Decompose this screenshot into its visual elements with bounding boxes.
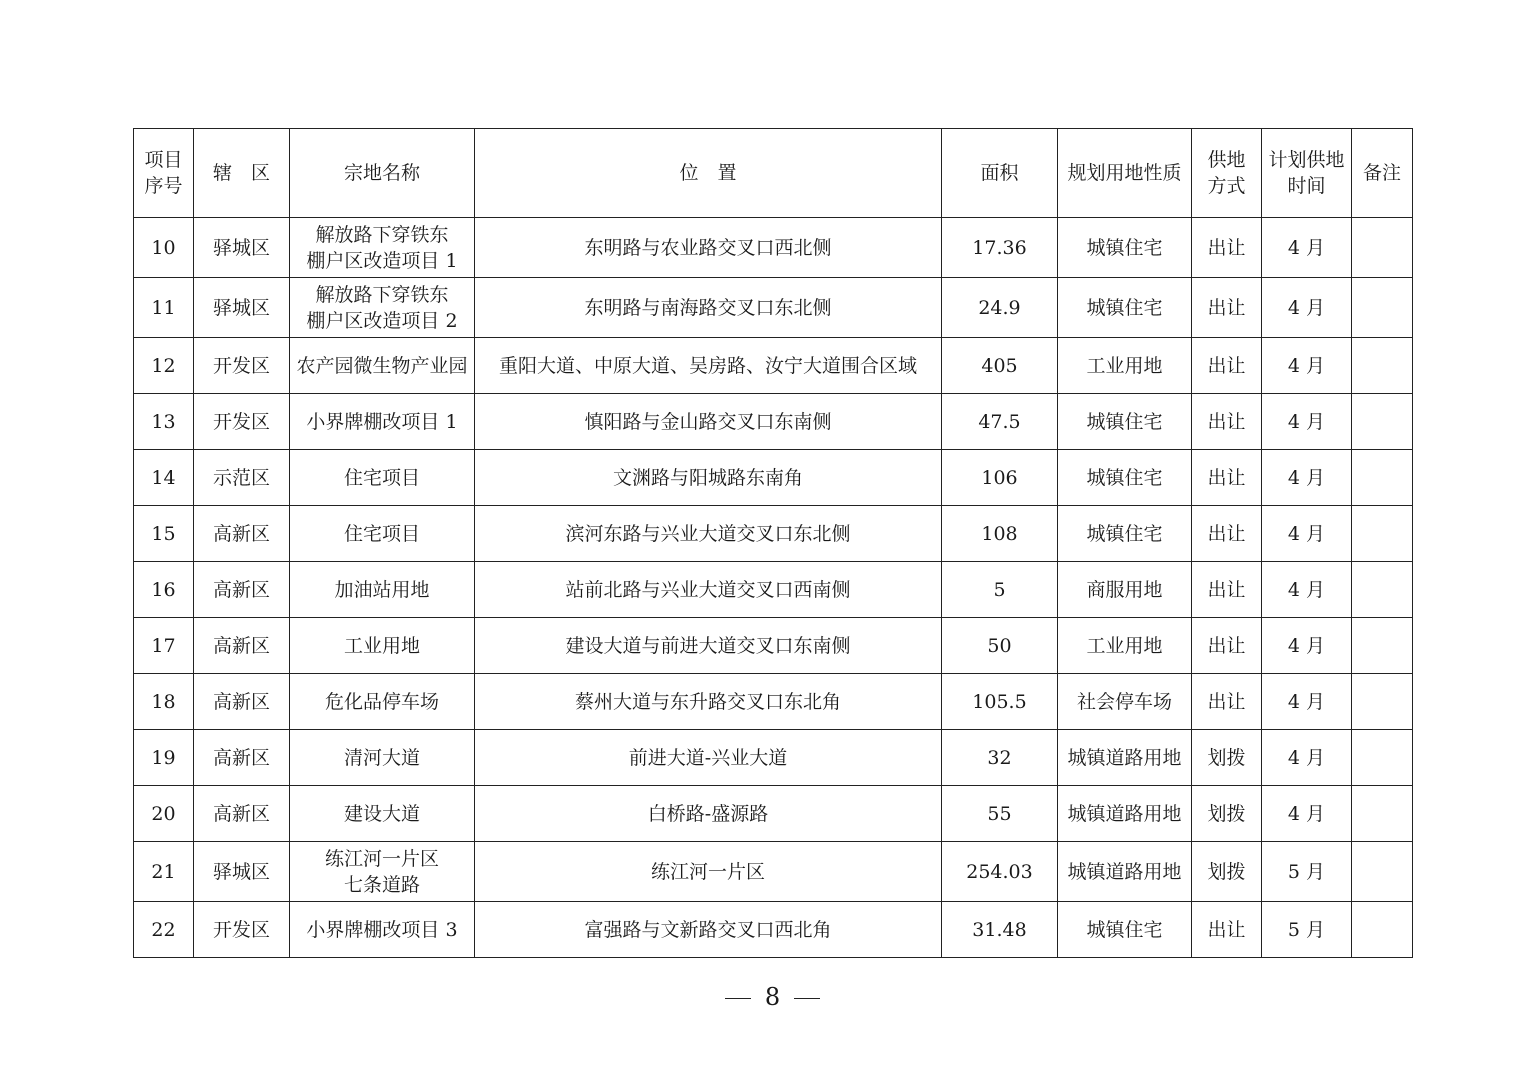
page-number: 8	[764, 983, 781, 1011]
cell-parcel-name	[290, 786, 475, 842]
cell-supply-method: 划拨	[1192, 842, 1262, 902]
parcel-name-line: 农产园微生物产业园	[296, 354, 468, 377]
cell-planned-time: 4 月	[1262, 506, 1352, 562]
cell-district: 高新区	[194, 730, 290, 786]
cell-district: 高新区	[194, 506, 290, 562]
table-row	[134, 506, 1413, 562]
cell-land-use: 城镇住宅	[1058, 506, 1192, 562]
cell-parcel-name	[290, 278, 475, 338]
header-index-line2: 序号	[144, 175, 183, 197]
cell-planned-time: 4 月	[1262, 562, 1352, 618]
cell-land-use: 工业用地	[1058, 338, 1192, 394]
cell-location: 东明路与农业路交叉口西北侧	[475, 218, 942, 278]
table-row	[134, 786, 1413, 842]
cell-district: 开发区	[194, 902, 290, 958]
cell-district: 驿城区	[194, 842, 290, 902]
cell-district: 驿城区	[194, 218, 290, 278]
table-row	[134, 618, 1413, 674]
cell-planned-time: 5 月	[1262, 842, 1352, 902]
cell-district: 高新区	[194, 618, 290, 674]
cell-parcel-name	[290, 730, 475, 786]
cell-area: 5	[942, 562, 1058, 618]
cell-remark	[1352, 394, 1413, 450]
cell-index: 21	[134, 842, 194, 902]
parcel-name-line: 七条道路	[343, 873, 420, 896]
cell-district: 示范区	[194, 450, 290, 506]
cell-index: 10	[134, 218, 194, 278]
cell-supply-method: 出让	[1192, 618, 1262, 674]
cell-land-use: 城镇道路用地	[1058, 786, 1192, 842]
cell-supply-method: 出让	[1192, 338, 1262, 394]
header-supply-method	[1192, 129, 1262, 218]
parcel-name-line: 棚户区改造项目 1	[306, 249, 458, 272]
header-parcel-name: 宗地名称	[290, 129, 475, 218]
cell-supply-method: 出让	[1192, 674, 1262, 730]
cell-location: 滨河东路与兴业大道交叉口东北侧	[475, 506, 942, 562]
cell-area: 17.36	[942, 218, 1058, 278]
header-area: 面积	[942, 129, 1058, 218]
cell-location: 练江河一片区	[475, 842, 942, 902]
cell-location: 前进大道-兴业大道	[475, 730, 942, 786]
cell-index: 12	[134, 338, 194, 394]
cell-parcel-name	[290, 562, 475, 618]
cell-location: 站前北路与兴业大道交叉口西南侧	[475, 562, 942, 618]
parcel-name-line: 清河大道	[343, 746, 420, 769]
cell-land-use: 城镇住宅	[1058, 218, 1192, 278]
dash-right	[794, 998, 820, 999]
cell-index: 20	[134, 786, 194, 842]
cell-parcel-name	[290, 394, 475, 450]
cell-area: 108	[942, 506, 1058, 562]
cell-area: 254.03	[942, 842, 1058, 902]
table-row	[134, 562, 1413, 618]
cell-area: 405	[942, 338, 1058, 394]
cell-supply-method: 出让	[1192, 218, 1262, 278]
cell-parcel-name	[290, 618, 475, 674]
header-land-use: 规划用地性质	[1058, 129, 1192, 218]
cell-planned-time: 4 月	[1262, 730, 1352, 786]
cell-land-use: 城镇住宅	[1058, 902, 1192, 958]
cell-district: 高新区	[194, 674, 290, 730]
cell-district: 驿城区	[194, 278, 290, 338]
dash-left	[725, 998, 751, 999]
cell-location: 白桥路-盛源路	[475, 786, 942, 842]
cell-index: 22	[134, 902, 194, 958]
cell-remark	[1352, 450, 1413, 506]
header-planned-time-line2: 时间	[1287, 175, 1326, 197]
cell-remark	[1352, 338, 1413, 394]
cell-remark	[1352, 730, 1413, 786]
page-footer	[0, 982, 1520, 1012]
cell-land-use: 城镇住宅	[1058, 394, 1192, 450]
table-row	[134, 730, 1413, 786]
parcel-name-line: 加油站用地	[334, 578, 430, 601]
parcel-name-line: 危化品停车场	[324, 690, 439, 713]
table-row	[134, 338, 1413, 394]
header-planned-time-line1: 计划供地	[1268, 149, 1345, 171]
cell-land-use: 社会停车场	[1058, 674, 1192, 730]
cell-index: 14	[134, 450, 194, 506]
parcel-name-line: 小界牌棚改项目 1	[306, 410, 458, 433]
cell-index: 15	[134, 506, 194, 562]
cell-area: 55	[942, 786, 1058, 842]
cell-remark	[1352, 618, 1413, 674]
cell-parcel-name	[290, 506, 475, 562]
parcel-name-line: 住宅项目	[343, 522, 420, 545]
cell-remark	[1352, 506, 1413, 562]
cell-area: 31.48	[942, 902, 1058, 958]
cell-parcel-name	[290, 450, 475, 506]
cell-remark	[1352, 278, 1413, 338]
cell-land-use: 城镇道路用地	[1058, 730, 1192, 786]
cell-parcel-name	[290, 842, 475, 902]
cell-planned-time: 5 月	[1262, 902, 1352, 958]
cell-index: 18	[134, 674, 194, 730]
cell-supply-method: 划拨	[1192, 730, 1262, 786]
land-supply-table	[133, 128, 1413, 958]
header-index	[134, 129, 194, 218]
cell-index: 19	[134, 730, 194, 786]
cell-area: 105.5	[942, 674, 1058, 730]
cell-remark	[1352, 786, 1413, 842]
cell-supply-method: 出让	[1192, 450, 1262, 506]
cell-planned-time: 4 月	[1262, 218, 1352, 278]
cell-parcel-name	[290, 674, 475, 730]
header-planned-time	[1262, 129, 1352, 218]
cell-remark	[1352, 562, 1413, 618]
header-location: 位 置	[475, 129, 942, 218]
cell-location: 文渊路与阳城路东南角	[475, 450, 942, 506]
cell-parcel-name	[290, 902, 475, 958]
parcel-name-line: 小界牌棚改项目 3	[306, 918, 458, 941]
table-body	[134, 218, 1413, 958]
cell-supply-method: 出让	[1192, 506, 1262, 562]
cell-land-use: 城镇住宅	[1058, 450, 1192, 506]
cell-remark	[1352, 902, 1413, 958]
parcel-name-line: 工业用地	[343, 634, 420, 657]
cell-district: 高新区	[194, 786, 290, 842]
cell-planned-time: 4 月	[1262, 786, 1352, 842]
table-row	[134, 278, 1413, 338]
cell-index: 16	[134, 562, 194, 618]
table-row	[134, 218, 1413, 278]
cell-planned-time: 4 月	[1262, 394, 1352, 450]
cell-district: 开发区	[194, 394, 290, 450]
table-row	[134, 450, 1413, 506]
header-remarks: 备注	[1352, 129, 1413, 218]
cell-land-use: 商服用地	[1058, 562, 1192, 618]
cell-index: 13	[134, 394, 194, 450]
parcel-name-line: 解放路下穿铁东	[315, 223, 449, 246]
parcel-name-line: 解放路下穿铁东	[315, 283, 449, 306]
cell-supply-method: 出让	[1192, 902, 1262, 958]
table-row	[134, 674, 1413, 730]
header-supply-method-line2: 方式	[1207, 175, 1246, 197]
header-district: 辖 区	[194, 129, 290, 218]
cell-supply-method: 出让	[1192, 278, 1262, 338]
cell-remark	[1352, 218, 1413, 278]
cell-area: 106	[942, 450, 1058, 506]
table-header-row	[134, 129, 1413, 218]
cell-area: 50	[942, 618, 1058, 674]
parcel-name-line: 棚户区改造项目 2	[306, 309, 458, 332]
parcel-name-line: 练江河一片区	[324, 847, 439, 870]
parcel-name-line: 建设大道	[343, 802, 420, 825]
cell-parcel-name	[290, 338, 475, 394]
cell-supply-method: 出让	[1192, 562, 1262, 618]
cell-area: 47.5	[942, 394, 1058, 450]
cell-location: 东明路与南海路交叉口东北侧	[475, 278, 942, 338]
cell-remark	[1352, 674, 1413, 730]
cell-location: 蔡州大道与东升路交叉口东北角	[475, 674, 942, 730]
cell-parcel-name	[290, 218, 475, 278]
cell-index: 11	[134, 278, 194, 338]
cell-land-use: 城镇道路用地	[1058, 842, 1192, 902]
cell-location: 富强路与文新路交叉口西北角	[475, 902, 942, 958]
parcel-name-line: 住宅项目	[343, 466, 420, 489]
cell-planned-time: 4 月	[1262, 450, 1352, 506]
cell-land-use: 工业用地	[1058, 618, 1192, 674]
cell-location: 重阳大道、中原大道、吴房路、汝宁大道围合区域	[475, 338, 942, 394]
cell-supply-method: 划拨	[1192, 786, 1262, 842]
table-row	[134, 902, 1413, 958]
cell-location: 建设大道与前进大道交叉口东南侧	[475, 618, 942, 674]
cell-district: 高新区	[194, 562, 290, 618]
cell-remark	[1352, 842, 1413, 902]
header-supply-method-line1: 供地	[1207, 149, 1246, 171]
table-row	[134, 842, 1413, 902]
cell-supply-method: 出让	[1192, 394, 1262, 450]
cell-area: 32	[942, 730, 1058, 786]
header-index-line1: 项目	[144, 149, 183, 171]
cell-location: 慎阳路与金山路交叉口东南侧	[475, 394, 942, 450]
cell-planned-time: 4 月	[1262, 338, 1352, 394]
cell-district: 开发区	[194, 338, 290, 394]
cell-planned-time: 4 月	[1262, 674, 1352, 730]
table-row	[134, 394, 1413, 450]
cell-index: 17	[134, 618, 194, 674]
cell-planned-time: 4 月	[1262, 278, 1352, 338]
cell-planned-time: 4 月	[1262, 618, 1352, 674]
cell-land-use: 城镇住宅	[1058, 278, 1192, 338]
cell-area: 24.9	[942, 278, 1058, 338]
